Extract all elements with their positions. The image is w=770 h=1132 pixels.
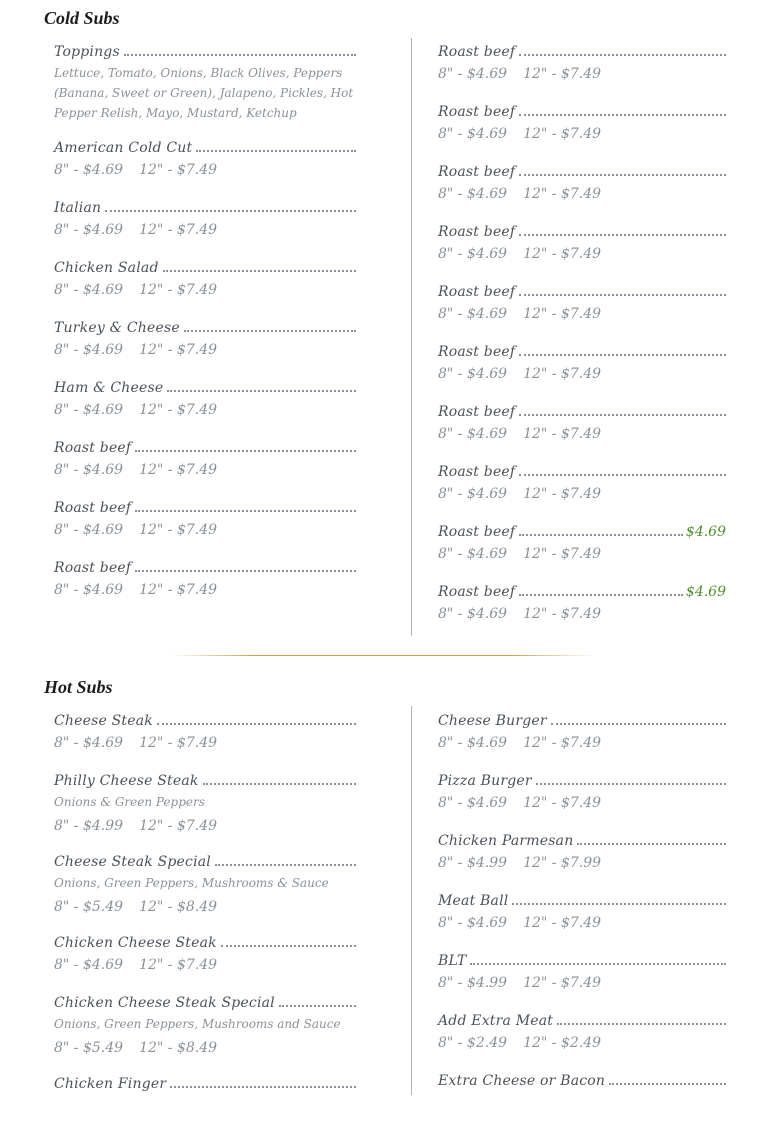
menu-item [438, 889, 726, 949]
price-8-inch: 8" - $2.49 [438, 1035, 508, 1051]
price-12-inch: 12" - $7.49 [523, 246, 602, 262]
section-divider [170, 655, 595, 656]
item-prices [438, 125, 726, 143]
item-name: Turkey & Cheese [54, 320, 180, 336]
price-12-inch: 12" - $2.49 [523, 1035, 602, 1051]
item-prices [54, 521, 356, 539]
cold-subs-left-column [54, 40, 356, 616]
menu-item [438, 949, 726, 1009]
item-name: Roast beef [438, 344, 516, 360]
hot-right-list [438, 709, 726, 1129]
item-name: Meat Ball [438, 893, 509, 909]
item-prices [438, 974, 726, 992]
item-prices [54, 401, 356, 419]
price-12-inch: 12" - $7.49 [139, 222, 218, 238]
price-8-inch: 8" - $4.69 [438, 186, 508, 202]
item-prices [438, 794, 726, 812]
item-price: $4.69 [685, 584, 726, 600]
item-name: Roast beef [54, 560, 132, 576]
dot-leader [170, 1085, 356, 1088]
item-prices [54, 461, 356, 479]
item-prices [54, 281, 356, 299]
item-name: Roast beef [438, 104, 516, 120]
dot-leader [203, 782, 356, 785]
menu-item [438, 460, 726, 520]
item-name: Toppings [54, 44, 120, 60]
price-8-inch: 8" - $4.69 [438, 66, 508, 82]
hot-subs-right-column [438, 709, 726, 1129]
dot-leader [519, 293, 726, 296]
price-8-inch: 8" - $4.69 [54, 462, 124, 478]
dot-leader [577, 842, 726, 845]
menu-item [54, 376, 356, 436]
price-8-inch: 8" - $4.69 [438, 795, 508, 811]
price-8-inch: 8" - $4.69 [54, 582, 124, 598]
dot-leader [519, 533, 683, 536]
menu-item [438, 1069, 726, 1129]
item-name: Philly Cheese Steak [54, 773, 199, 789]
dot-leader [105, 209, 356, 212]
menu-item [438, 520, 726, 580]
menu-item [54, 556, 356, 616]
dot-leader [519, 53, 726, 56]
menu-item [438, 40, 726, 100]
item-prices [54, 898, 356, 916]
cold-subs-right-column [438, 40, 726, 640]
price-12-inch: 12" - $7.49 [523, 306, 602, 322]
price-12-inch: 12" - $7.49 [139, 582, 218, 598]
dot-leader [536, 782, 726, 785]
price-12-inch: 12" - $7.49 [523, 366, 602, 382]
menu-item [54, 496, 356, 556]
item-description: Onions & Green Peppers [54, 795, 205, 809]
item-prices [438, 734, 726, 752]
item-name: Roast beef [438, 44, 516, 60]
dot-leader [196, 149, 356, 152]
item-description: Lettuce, Tomato, Onions, Black Olives, Peppers (Banana, Sweet or Green), Jalapeno, Pickles, Hot Pepper Relish, Mayo, Mustard, Ketchup [54, 66, 354, 120]
price-12-inch: 12" - $7.49 [523, 426, 602, 442]
dot-leader [519, 233, 726, 236]
item-name: Roast beef [438, 164, 516, 180]
price-8-inch: 8" - $4.69 [54, 735, 124, 751]
item-name: Roast beef [438, 404, 516, 420]
item-name: Roast beef [54, 440, 132, 456]
price-12-inch: 12" - $7.49 [523, 486, 602, 502]
item-name: Chicken Cheese Steak Special [54, 995, 275, 1011]
price-12-inch: 12" - $8.49 [139, 1040, 218, 1056]
price-8-inch: 8" - $4.69 [54, 282, 124, 298]
price-8-inch: 8" - $4.69 [54, 957, 124, 973]
dot-leader [519, 353, 726, 356]
price-8-inch: 8" - $5.49 [54, 899, 124, 915]
price-12-inch: 12" - $7.49 [523, 795, 602, 811]
price-8-inch: 8" - $4.69 [438, 486, 508, 502]
menu-item [54, 256, 356, 316]
item-prices [54, 161, 356, 179]
item-name: Chicken Salad [54, 260, 159, 276]
price-12-inch: 12" - $7.49 [139, 282, 218, 298]
dot-leader [609, 1082, 726, 1085]
item-prices [54, 956, 356, 974]
price-8-inch: 8" - $4.69 [438, 306, 508, 322]
item-prices [438, 1034, 726, 1052]
item-description: Onions, Green Peppers, Mushrooms and Sauce [54, 1017, 341, 1031]
dot-leader [519, 173, 726, 176]
menu-item [438, 400, 726, 460]
item-name: BLT [438, 953, 467, 969]
item-prices [438, 305, 726, 323]
item-name: Add Extra Meat [438, 1013, 554, 1029]
dot-leader [163, 269, 356, 272]
column-divider [411, 706, 412, 1095]
menu-item [438, 829, 726, 889]
item-name: Roast beef [438, 284, 516, 300]
dot-leader [512, 902, 726, 905]
item-prices [438, 245, 726, 263]
menu-item [438, 1009, 726, 1069]
price-8-inch: 8" - $4.69 [438, 426, 508, 442]
item-name: American Cold Cut [54, 140, 193, 156]
price-8-inch: 8" - $4.69 [438, 546, 508, 562]
price-12-inch: 12" - $7.49 [523, 546, 602, 562]
item-name: Roast beef [438, 464, 516, 480]
dot-leader [135, 449, 356, 452]
item-name: Italian [54, 200, 102, 216]
price-12-inch: 12" - $7.99 [523, 855, 602, 871]
item-prices [54, 341, 356, 359]
menu-item [438, 340, 726, 400]
menu-item [54, 769, 356, 850]
menu-item [54, 136, 356, 196]
dot-leader [157, 722, 356, 725]
price-12-inch: 12" - $7.49 [523, 915, 602, 931]
dot-leader [167, 389, 356, 392]
dot-leader [279, 1004, 356, 1007]
cold-left-list [54, 136, 356, 616]
price-8-inch: 8" - $4.99 [54, 818, 124, 834]
price-8-inch: 8" - $4.99 [438, 855, 508, 871]
menu-item [438, 769, 726, 829]
item-name: Roast beef [438, 524, 516, 540]
dot-leader [184, 329, 356, 332]
dot-leader [135, 569, 356, 572]
price-12-inch: 12" - $7.49 [523, 606, 602, 622]
item-price: $4.69 [685, 524, 726, 540]
menu-item [54, 436, 356, 496]
item-prices [438, 365, 726, 383]
dot-leader [124, 53, 356, 56]
price-12-inch: 12" - $7.49 [139, 162, 218, 178]
price-12-inch: 12" - $7.49 [523, 186, 602, 202]
menu-item [54, 316, 356, 376]
menu-item [438, 709, 726, 769]
price-12-inch: 12" - $7.49 [139, 402, 218, 418]
hot-left-list [54, 709, 356, 1132]
menu-item [438, 160, 726, 220]
dot-leader [135, 509, 356, 512]
dot-leader [557, 1022, 726, 1025]
price-12-inch: 12" - $7.49 [139, 735, 218, 751]
menu-item [54, 196, 356, 256]
dot-leader [551, 722, 726, 725]
menu-item [54, 1072, 356, 1132]
price-8-inch: 8" - $4.69 [438, 366, 508, 382]
menu-item [54, 850, 356, 931]
item-prices [54, 221, 356, 239]
item-name: Chicken Finger [54, 1076, 167, 1092]
cold-subs-title: Cold Subs [44, 8, 120, 28]
hot-subs-title: Hot Subs [44, 677, 113, 697]
price-12-inch: 12" - $7.49 [523, 126, 602, 142]
dot-leader [519, 473, 726, 476]
menu-item [54, 991, 356, 1072]
price-8-inch: 8" - $4.69 [54, 342, 124, 358]
price-12-inch: 12" - $7.49 [139, 342, 218, 358]
price-12-inch: 12" - $8.49 [139, 899, 218, 915]
menu-item [438, 280, 726, 340]
menu-item [54, 931, 356, 991]
menu-item [54, 709, 356, 769]
dot-leader [519, 113, 726, 116]
menu-item [438, 220, 726, 280]
price-8-inch: 8" - $4.69 [438, 606, 508, 622]
price-12-inch: 12" - $7.49 [523, 735, 602, 751]
price-12-inch: 12" - $7.49 [139, 818, 218, 834]
item-name: Roast beef [438, 584, 516, 600]
item-prices [438, 854, 726, 872]
item-prices [438, 425, 726, 443]
dot-leader [519, 413, 726, 416]
price-8-inch: 8" - $4.69 [54, 222, 124, 238]
item-name: Extra Cheese or Bacon [438, 1073, 606, 1089]
item-prices [438, 914, 726, 932]
item-name: Roast beef [438, 224, 516, 240]
menu-item [438, 100, 726, 160]
menu-item [438, 580, 726, 640]
price-8-inch: 8" - $4.69 [54, 162, 124, 178]
item-name: Pizza Burger [438, 773, 532, 789]
dot-leader [215, 863, 356, 866]
price-8-inch: 8" - $4.69 [438, 126, 508, 142]
price-12-inch: 12" - $7.49 [139, 957, 218, 973]
item-name: Chicken Parmesan [438, 833, 574, 849]
item-prices [438, 545, 726, 563]
dot-leader [519, 593, 683, 596]
price-12-inch: 12" - $7.49 [523, 66, 602, 82]
item-prices [54, 581, 356, 599]
item-name: Roast beef [54, 500, 132, 516]
dot-leader [221, 944, 356, 947]
price-12-inch: 12" - $7.49 [139, 462, 218, 478]
cold-right-list [438, 40, 726, 640]
item-prices [54, 1039, 356, 1057]
price-8-inch: 8" - $4.69 [438, 246, 508, 262]
item-prices [438, 605, 726, 623]
item-prices [438, 485, 726, 503]
item-name: Cheese Steak [54, 713, 153, 729]
price-8-inch: 8" - $4.69 [54, 522, 124, 538]
item-prices [438, 65, 726, 83]
column-divider [411, 38, 412, 636]
price-12-inch: 12" - $7.49 [139, 522, 218, 538]
item-prices [438, 185, 726, 203]
menu-item-toppings [54, 40, 356, 136]
price-12-inch: 12" - $7.49 [523, 975, 602, 991]
item-prices [54, 734, 356, 752]
dot-leader [470, 962, 726, 965]
item-name: Chicken Cheese Steak [54, 935, 217, 951]
price-8-inch: 8" - $4.99 [438, 975, 508, 991]
item-prices [54, 817, 356, 835]
price-8-inch: 8" - $4.69 [438, 915, 508, 931]
item-name: Cheese Burger [438, 713, 547, 729]
item-name: Ham & Cheese [54, 380, 164, 396]
hot-subs-left-column [54, 709, 356, 1132]
price-8-inch: 8" - $4.69 [54, 402, 124, 418]
price-8-inch: 8" - $5.49 [54, 1040, 124, 1056]
price-8-inch: 8" - $4.69 [438, 735, 508, 751]
item-description: Onions, Green Peppers, Mushrooms & Sauce [54, 876, 329, 890]
item-name: Cheese Steak Special [54, 854, 211, 870]
